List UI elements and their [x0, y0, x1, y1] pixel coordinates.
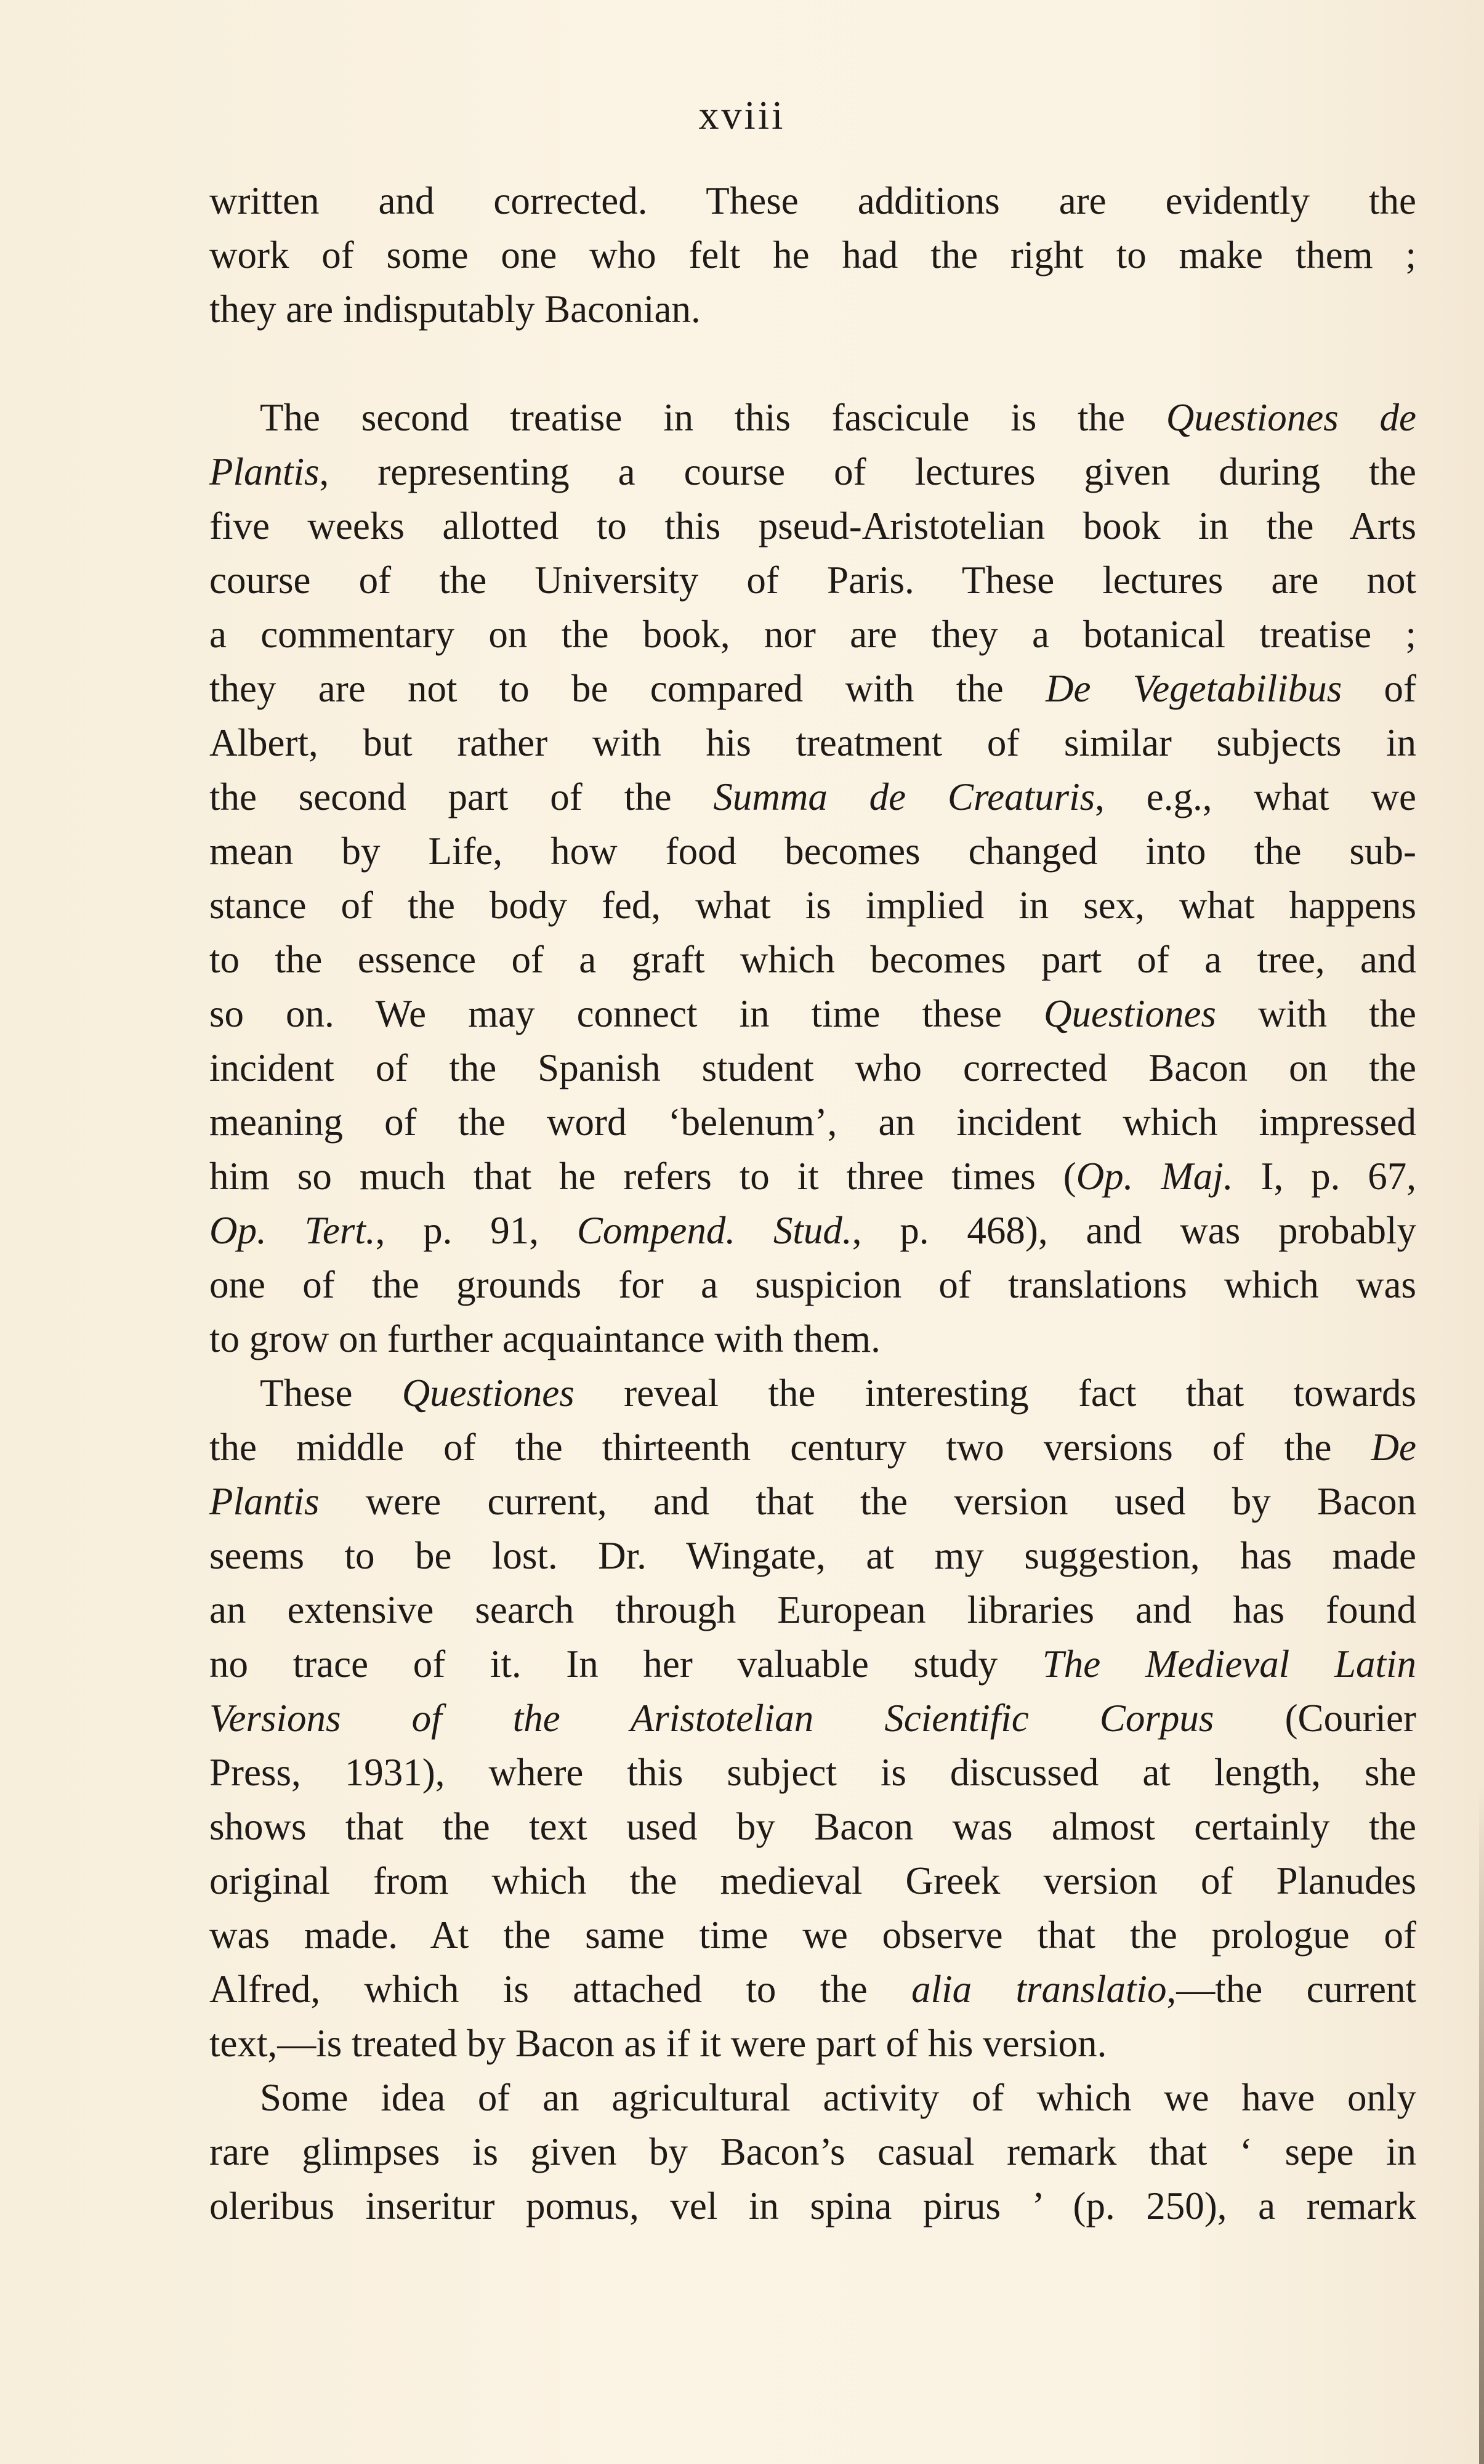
work-title: De — [1371, 1426, 1416, 1469]
text-line: Press, 1931), where this subject is discussed at length, she — [209, 1751, 1416, 1794]
text-line: they are not to be compared with the De Vegetabilibus of — [209, 667, 1417, 710]
text-line: was made. At the same time we observe that the prologue of — [209, 1913, 1416, 1957]
work-title: Compend. Stud. — [576, 1209, 852, 1252]
work-title: Plantis — [209, 450, 320, 493]
text-line: no trace of it. In her valuable study The Medieval Latin — [209, 1642, 1416, 1686]
work-title: Questiones — [401, 1371, 575, 1415]
text-line: stance of the body fed, what is implied in sex, what happens — [209, 884, 1416, 927]
text-line: course of the University of Paris. These lectures are not — [209, 559, 1416, 602]
text-line: Versions of the Aristotelian Scientific Corpus (Courier — [209, 1697, 1416, 1740]
body-text — [209, 174, 1416, 2233]
text-line: original from which the medieval Greek version of Planudes — [209, 1859, 1416, 1902]
work-title: alia translatio — [911, 1968, 1167, 2011]
text-line: the middle of the thirteenth century two versions of the De — [209, 1426, 1416, 1469]
text-line: text,—is treated by Bacon as if it were part of his version. — [209, 2022, 1107, 2065]
work-title: Summa de Creaturis — [713, 775, 1095, 818]
text-line: Plantis were current, and that the version used by Bacon — [209, 1480, 1416, 1523]
work-title: The Medieval Latin — [1042, 1642, 1416, 1686]
text-line: work of some one who felt he had the right to make them ; — [209, 233, 1416, 277]
work-title: Op. Maj. — [1076, 1155, 1233, 1198]
text-line: written and corrected. These additions are evidently the — [209, 179, 1416, 222]
text-line: seems to be lost. Dr. Wingate, at my suggestion, has made — [209, 1534, 1416, 1577]
text-line: five weeks allotted to this pseud-Aristotelian book in the Arts — [209, 504, 1416, 547]
text-line: Some idea of an agricultural activity of which we have only — [260, 2076, 1416, 2119]
paragraph-1 — [209, 174, 1416, 336]
text-line: incident of the Spanish student who corrected Bacon on the — [209, 1046, 1416, 1089]
paragraph-3 — [209, 1366, 1416, 2070]
text-line: they are indisputably Baconian. — [209, 288, 701, 331]
text-line: Alfred, which is attached to the alia translatio,—the current — [209, 1968, 1417, 2011]
work-title: Plantis — [209, 1480, 320, 1523]
text-line: the second part of the Summa de Creaturis, e.g., what we — [209, 775, 1416, 818]
work-title: Questiones de — [1166, 396, 1416, 439]
paragraph-gap — [209, 336, 1416, 390]
text-line: The second treatise in this fascicule is the Questiones de — [260, 396, 1416, 439]
work-title: Op. Tert. — [209, 1209, 376, 1252]
text-line: meaning of the word ‘belenum’, an incident which impressed — [209, 1101, 1416, 1144]
text-line: Plantis, representing a course of lectures given during the — [209, 450, 1416, 493]
work-title: Versions of the Aristotelian Scientific Corpus — [209, 1697, 1214, 1740]
text-line: him so much that he refers to it three times (Op. Maj. I, p. 67, — [209, 1155, 1417, 1198]
text-line: oleribus inseritur pomus, vel in spina pirus ’ (p. 250), a remark — [209, 2184, 1416, 2228]
text-line: an extensive search through European libraries and has found — [209, 1588, 1416, 1631]
text-line: one of the grounds for a suspicion of translations which was — [209, 1263, 1416, 1306]
text-line: shows that the text used by Bacon was almost certainly the — [209, 1805, 1416, 1848]
work-title: Questiones — [1044, 992, 1216, 1035]
paragraph-2 — [209, 390, 1416, 1366]
text-line: Albert, but rather with his treatment of similar subjects in — [209, 721, 1416, 764]
text-line: to grow on further acquaintance with them. — [209, 1317, 881, 1360]
text-line: These Questiones reveal the interesting fact that towards — [260, 1371, 1416, 1415]
text-line: a commentary on the book, nor are they a botanical treatise ; — [209, 613, 1416, 656]
text-line: Op. Tert., p. 91, Compend. Stud., p. 468), and was probably — [209, 1209, 1417, 1252]
page-edge-shadow — [1479, 1786, 1484, 2464]
paragraph-4 — [209, 2070, 1416, 2233]
text-line: to the essence of a graft which becomes part of a tree, and — [209, 938, 1416, 981]
text-line: rare glimpses is given by Bacon’s casual remark that ‘ sepe in — [209, 2130, 1416, 2173]
page-number: xviii — [698, 93, 786, 138]
text-line: mean by Life, how food becomes changed into the sub- — [209, 830, 1416, 873]
text-line: so on. We may connect in time these Questiones with the — [209, 992, 1416, 1035]
work-title: De Vegetabilibus — [1046, 667, 1342, 710]
